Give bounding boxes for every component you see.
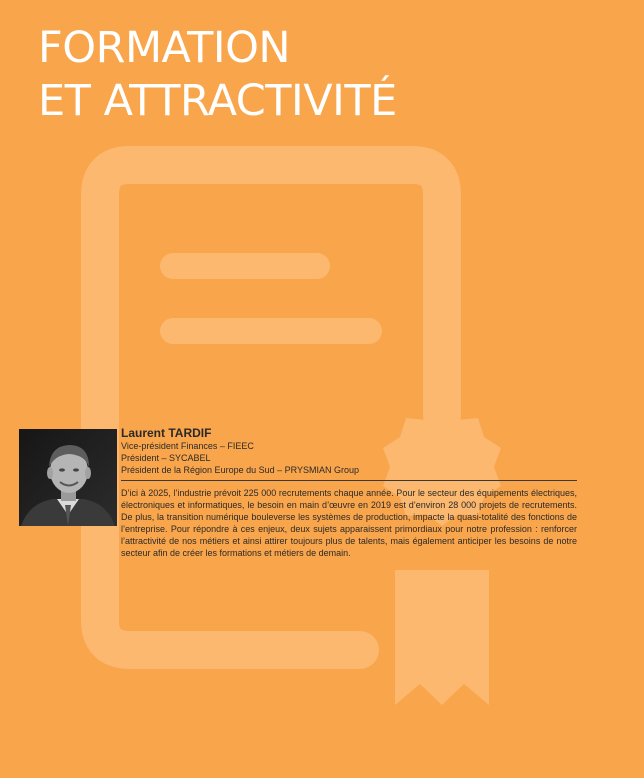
- divider: [121, 480, 577, 481]
- author-photo: [19, 429, 117, 526]
- portrait-photo: [19, 429, 117, 526]
- author-name: Laurent TARDIF: [121, 426, 212, 440]
- certificate-line-short: [160, 253, 330, 279]
- author-role-3: Président de la Région Europe du Sud – PRYSMIAN Group: [121, 465, 359, 475]
- author-role-2: Président – SYCABEL: [121, 453, 211, 463]
- page-title-line-1: FORMATION: [38, 23, 291, 73]
- author-block: [121, 427, 581, 476]
- certificate-line-long: [160, 318, 382, 344]
- body-paragraph: D’ici à 2025, l’industrie prévoit 225 000 recrutements chaque année. Pour le secteur des équipements électriques, électroniques et informatiques, le besoin en main d’œuvre en 2019 est d’environ 28 000 projets de recrutements. De plus, la transition numérique bouleverse les systèmes de production, impacte la quasi-totalité des fonctions de l’entreprise. Pour répondre à ces enjeux, deux sujets apparaissent primordiaux pour notre profession : renforcer l’attractivité de nos métiers et ainsi attirer toujours plus de talents, mais également anticiper les besoins de notre secteur afin de créer les formations et métiers de demain.: [121, 488, 577, 558]
- author-role-1: Vice-président Finances – FIEEC: [121, 441, 254, 451]
- page-title: [38, 22, 397, 128]
- page-title-line-2: ET ATTRACTIVITÉ: [38, 76, 397, 126]
